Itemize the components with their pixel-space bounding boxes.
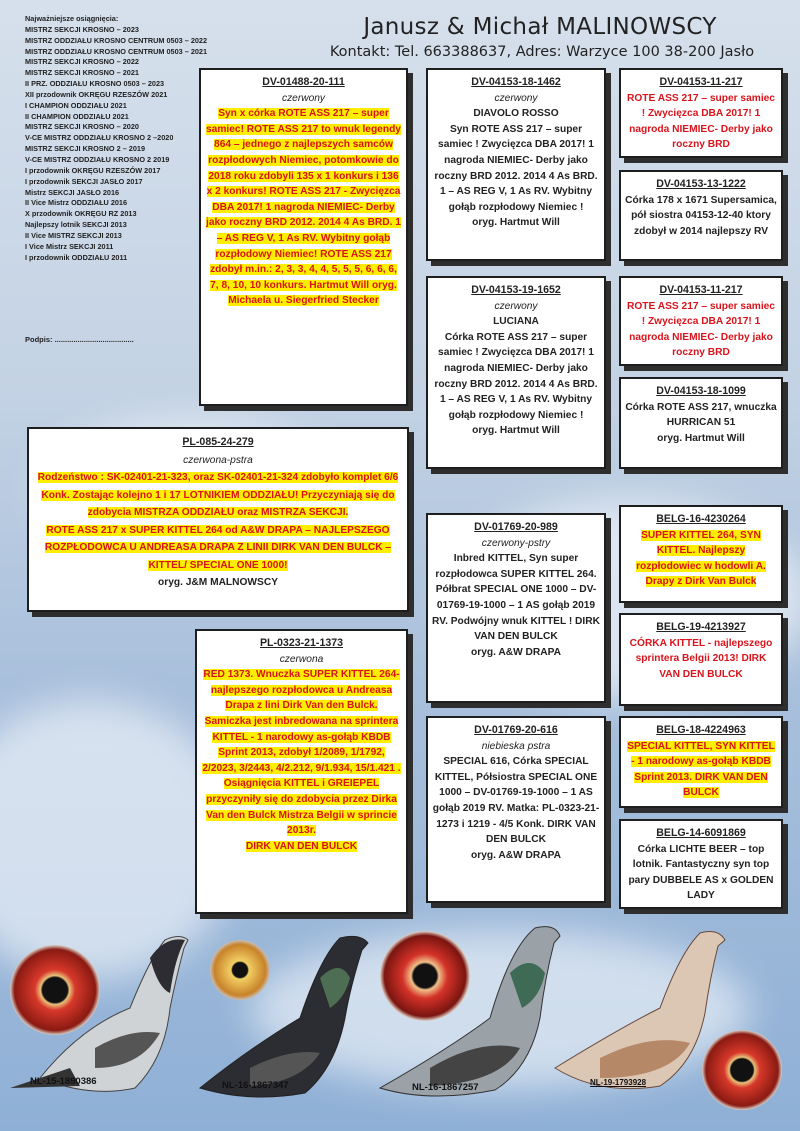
- achievement-item: MISTRZ SEKCJI KROSNO 2 – 2019: [25, 144, 146, 154]
- achievement-item: I przodownik OKRĘGU RZESZÓW 2017: [25, 165, 161, 175]
- pigeon-card: [199, 68, 408, 406]
- pigeon-illustrations: [0, 918, 800, 1131]
- pigeon-2: [200, 936, 368, 1097]
- pigeon-card: [619, 819, 783, 909]
- card-ring-number: BELG-16-4230264: [656, 513, 746, 525]
- pigeon-ring-label: NL-16-1867257: [412, 1082, 479, 1093]
- card-ring-number: BELG-18-4224963: [656, 724, 746, 736]
- achievement-item: I przodownik SEKCJI JASŁO 2017: [25, 176, 143, 186]
- achievement-item: MISTRZ ODDZIAŁU KROSNO CENTRUM 0503 – 2021: [25, 46, 208, 56]
- card-color: czerwona-pstra: [183, 454, 253, 466]
- achievement-item: II Vice MISTRZ SEKCJI 2013: [25, 230, 122, 240]
- pigeon-ring-label: NL-16-1867347: [222, 1080, 289, 1091]
- card-description: Córka 178 x 1671 Supersamica, pół siostra 04153-12-40 ktory zdobył w 2014 najlepszy RV: [625, 194, 777, 237]
- achievement-item: XII przodownik OKRĘGU RZESZÓW 2021: [25, 89, 168, 99]
- eye-photo: [380, 931, 470, 1021]
- card-color: czerwony-pstry: [481, 537, 551, 549]
- achievement-item: I Vice Mistrz SEKCJI 2011: [25, 241, 114, 251]
- card-origin: oryg. J&M MALNOWSCY: [158, 577, 278, 588]
- card-ring-number: DV-04153-11-217: [659, 284, 743, 296]
- card-ring-number: DV-01769-20-616: [474, 724, 558, 736]
- card-ring-number: BELG-14-6091869: [656, 827, 746, 839]
- signature-line: Podpis: ......................................: [25, 335, 134, 344]
- card-description: CÓRKA KITTEL - najlepszego sprintera Belgii 2013! DIRK VAN DEN BULCK: [629, 637, 773, 680]
- card-color: czerwony: [281, 92, 326, 104]
- pigeon-card: [426, 68, 606, 261]
- achievement-item: MISTRZ SEKCJI KROSNO – 2022: [25, 57, 139, 67]
- pigeon-card: [619, 377, 783, 469]
- card-ring-number: PL-0323-21-1373: [259, 637, 344, 649]
- pigeon-card: [619, 170, 783, 261]
- achievements-heading: Najważniejsze osiągnięcia:: [25, 14, 119, 23]
- pigeon-card: [619, 716, 783, 808]
- pigeon-card: [619, 68, 783, 158]
- card-color: niebieska pstra: [481, 740, 551, 752]
- pigeon-card: [619, 276, 783, 366]
- pigeon-card: [195, 629, 408, 914]
- achievement-item: X przodownik OKRĘGU RZ 2013: [25, 209, 137, 219]
- pigeon-ring-label: NL-19-1793928: [590, 1078, 647, 1087]
- card-description: SUPER KITTEL 264, SYN KITTEL. Najlepszy rozpłodowiec w hodowli A. Drapy z Dirk Van Bulck: [636, 529, 766, 588]
- achievement-item: II PRZ. ODDZIAŁU KROSNO 0503 – 2023: [25, 79, 165, 89]
- card-ring-number: DV-04153-11-217: [659, 76, 743, 88]
- contact-info: Kontakt: Tel. 663388637, Adres: Warzyce 100 38-200 Jasło: [329, 44, 755, 60]
- card-description: Córka LICHTE BEER – top lotnik. Fantastyczny syn top pary DUBBELE AS x GOLDEN LADY: [628, 843, 774, 902]
- achievement-item: MISTRZ SEKCJI KROSNO – 2023: [25, 24, 139, 34]
- card-description: ROTE ASS 217 – super samiec ! Zwycięzca DBA 2017! 1 nagroda NIEMIEC- Derby jako roczny BRD: [627, 92, 775, 151]
- eye-photo: [10, 945, 100, 1035]
- card-ring-number: DV-01488-20-111: [262, 76, 345, 88]
- achievement-item: I CHAMPION ODDZIAŁU 2021: [25, 100, 127, 110]
- card-description: SPECIAL KITTEL, SYN KITTEL - 1 narodowy as-gołąb KBDB Sprint 2013. DIRK VAN DEN BULCK: [627, 740, 775, 799]
- card-description: Syn x córka ROTE ASS 217 – super samiec! ROTE ASS 217 to wnuk legendy 864 – jednego z najlepszych samców rozpłodowych Niemiec, potomkowie do 2018 roku zdobyli 135 x 1 konkurs i 136 x 2 konkurs! ROTE ASS 217 - Zwycięzca DBA 2017! 1 nagroda NIEMIEC- Derby jako roczny BRD 2012. 2014 4 As BRD. 1 – AS REG V, 1 As RV. Wybitny gołąb rozpłodowy Niemiec! ROTE ASS 217 zdobył m.in.: 2, 3, 3, 4, 4, 5, 5, 5, 6, 6, 6, 7, 8, 10, 10 konkurs. Hartmut Will oryg. Michaela u. Siegerfried Stecker: [206, 108, 401, 307]
- card-ring-number: PL-085-24-279: [182, 436, 254, 448]
- pigeon-photos: [0, 918, 800, 1131]
- eye-photo: [702, 1030, 782, 1110]
- achievement-item: II CHAMPION ODDZIAŁU 2021: [25, 111, 129, 121]
- pigeon-ring-label: NL-15-1890386: [30, 1076, 97, 1087]
- card-ring-number: DV-04153-18-1462: [471, 76, 561, 88]
- card-description: Rodzeństwo : SK-02401-21-323, oraz SK-02401-21-324 zdobyło komplet 6/6 Konk. Zostając kolejno 1 i 17 LOTNIKIEM ODDZIAŁU! Przyczyniają się do zdobycia MISTRZA ODDZIAŁU oraz MISTRZA SEKCJI. ROTE ASS 217 x SUPER KITTEL 264 od A&W DRAPA – NAJLEPSZEGO ROZPŁODOWCA U ANDREASA DRAPA Z LINII DIRK VAN DEN BULCK – KITTEL/ SPECIAL ONE 1000!: [37, 472, 399, 571]
- pigeon-card: [426, 716, 606, 903]
- pigeon-card: [426, 276, 606, 469]
- achievement-item: MISTRZ SEKCJI KROSNO – 2020: [25, 122, 139, 132]
- card-description: Inbred KITTEL, Syn super rozpłodowca SUPER KITTEL 264. Półbrat SPECIAL ONE 1000 – DV-01769-19-1000 – 1 AS gołąb 2019 RV. Podwójny wnuk KITTEL ! DIRK VAN DEN BULCK oryg. A&W DRAPA: [432, 553, 600, 658]
- pigeon-1: [10, 937, 188, 1092]
- achievement-item: Najlepszy lotnik SEKCJI 2013: [25, 220, 127, 230]
- page-title: Janusz & Michał MALINOWSCY: [363, 14, 717, 40]
- card-ring-number: BELG-19-4213927: [656, 621, 746, 633]
- achievement-item: Mistrz SEKCJI JASŁO 2016: [25, 187, 120, 197]
- pigeon-card: [619, 613, 783, 706]
- achievement-item: I przodownik ODDZIAŁU 2011: [25, 252, 128, 262]
- pigeon-card: [426, 513, 606, 703]
- card-description: LUCIANA Córka ROTE ASS 217 – super samiec ! Zwycięzca DBA 2017! 1 nagroda NIEMIEC- Derby jako roczny BRD 2012. 2014 4 As BRD. 1 – AS REG V, 1 As RV. Wybitny gołąb rozpłodowy Niemiec ! oryg. Hartmut Will: [434, 316, 598, 437]
- card-description: DIAVOLO ROSSO Syn ROTE ASS 217 – super samiec ! Zwycięzca DBA 2017! 1 nagroda NIEMIEC- Derby jako roczny BRD 2012. 2014 4 As BRD. 1 – AS REG V, 1 As RV. Wybitny gołąb rozpłodowy Niemiec ! oryg. Hartmut Will: [434, 108, 598, 229]
- card-description: ROTE ASS 217 – super samiec ! Zwycięzca DBA 2017! 1 nagroda NIEMIEC- Derby jako roczny BRD: [627, 300, 775, 359]
- eye-photo: [210, 940, 270, 1000]
- card-description: Córka ROTE ASS 217, wnuczka HURRICAN 51 oryg. Hartmut Will: [625, 401, 777, 444]
- card-color: czerwony: [494, 300, 538, 312]
- achievement-item: MISTRZ ODDZIAŁU KROSNO CENTRUM 0503 – 2022: [25, 35, 208, 45]
- achievement-item: MISTRZ SEKCJI KROSNO – 2021: [25, 68, 139, 78]
- achievement-item: V-CE MISTRZ ODDZIAŁU KROSNO 2 –2020: [25, 133, 174, 143]
- card-ring-number: DV-01769-20-989: [474, 521, 558, 533]
- achievement-item: II Vice Mistrz ODDZIAŁU 2016: [25, 198, 128, 208]
- card-ring-number: DV-04153-18-1099: [656, 385, 746, 397]
- pigeon-card: [27, 427, 409, 612]
- card-color: czerwona: [279, 653, 324, 665]
- pigeon-card: [619, 505, 783, 603]
- card-description: RED 1373. Wnuczka SUPER KITTEL 264- najlepszego rozpłodowca u Andreasa Drapa z lini Dirk Van den Bulck. Samiczka jest inbredowana na sprintera KITTEL - 1 narodowy as-gołąb KBDB Sprint 2013, zdobył 1/2089, 1/1792, 2/2023, 3/2443, 4/2.212, 9/1.934, 15/1.421 . Osiągnięcia KITTEL i GREIEPEL przyczyniły się do zdobycia przez Dirka Van den Bulck Mistrza Belgii w sprincie 2013r. DIRK VAN DEN BULCK: [202, 669, 401, 852]
- card-ring-number: DV-04153-13-1222: [656, 178, 746, 190]
- card-ring-number: DV-04153-19-1652: [471, 284, 561, 296]
- card-color: czerwony: [494, 92, 538, 104]
- achievement-item: V-CE MISTRZ ODDZIAŁU KROSNO 2 2019: [25, 154, 170, 164]
- card-description: SPECIAL 616, Córka SPECIAL KITTEL, Półsiostra SPECIAL ONE 1000 – DV-01769-19-1000 – 1 AS gołąb 2019 RV. Matka: PL-0323-21-1273 i 1219 - 4/5 Konk. DIRK VAN DEN BULCK oryg. A&W DRAPA: [432, 756, 600, 861]
- pigeon-3: [380, 927, 560, 1096]
